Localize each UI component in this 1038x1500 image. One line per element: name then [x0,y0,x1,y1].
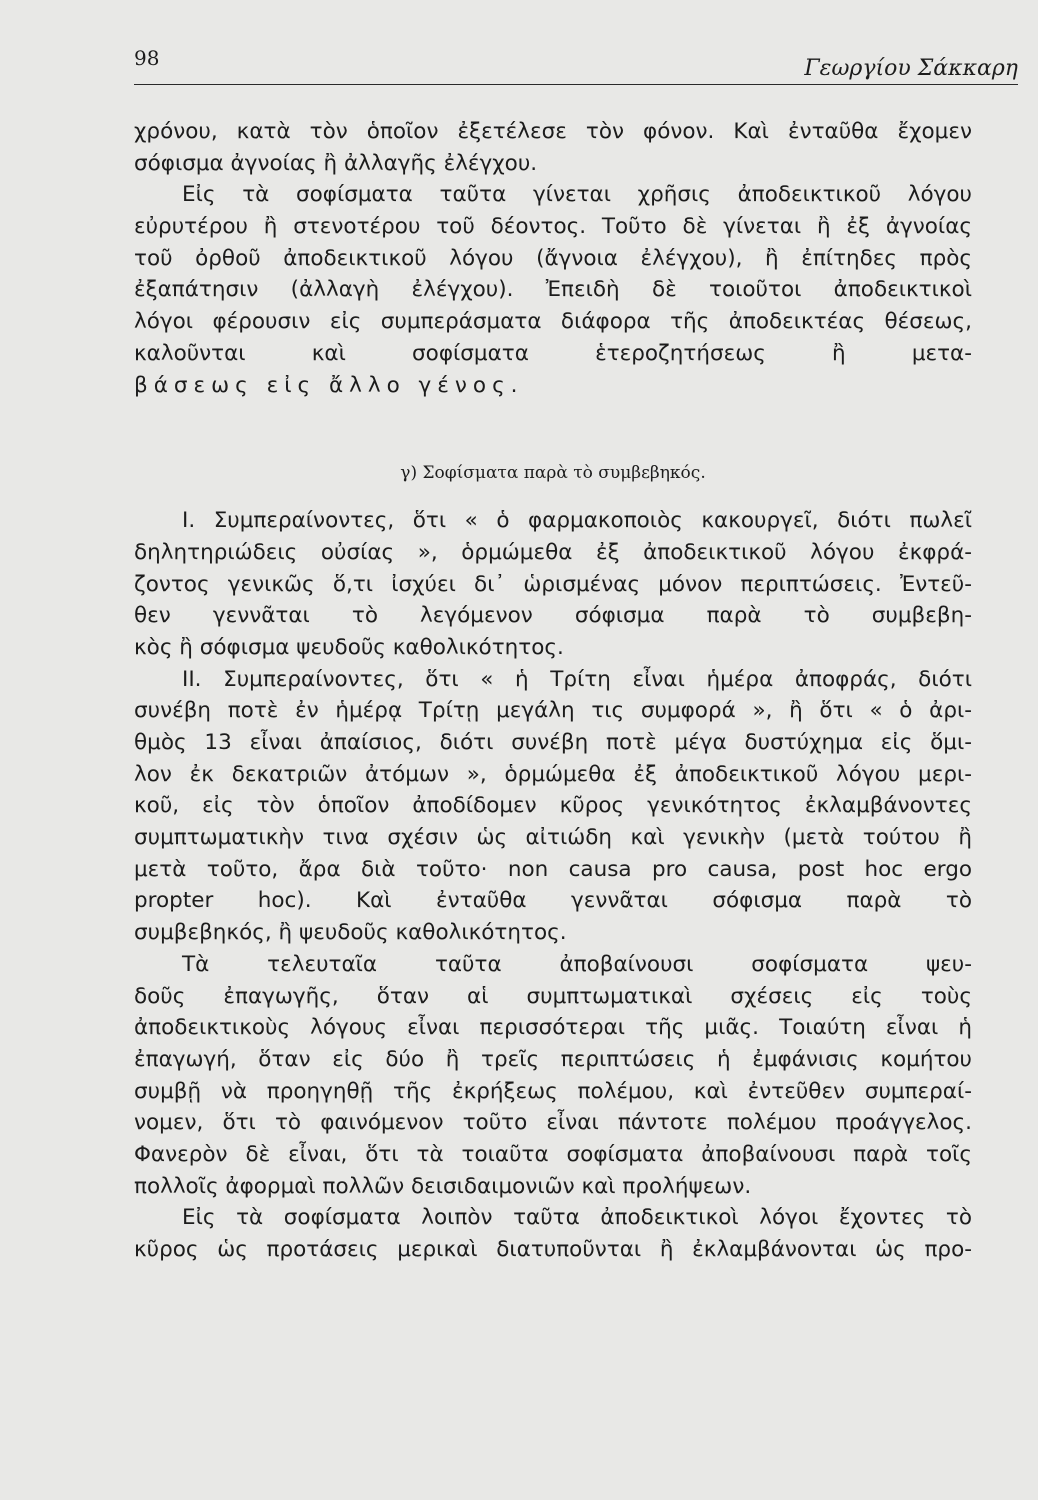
text-line: ἐξαπάτησιν (ἀλλαγὴ ἐλέγχου). Ἐπειδὴ δὲ τοιοῦτοι ἀποδεικτικοὶ [134,277,972,303]
text-line: εὐρυτέρου ἢ στενοτέρου τοῦ δέοντος. Τοῦτο δὲ γίνεται ἢ ἐξ ἀγνοίας [134,214,972,240]
paragraph-2 [134,179,972,401]
text-line: ζοντος γενικῶς ὅ,τι ἰσχύει δι᾽ ὡρισμένας μόνον περιπτώσεις. Ἐντεῦ- [134,571,972,597]
page-header [134,44,1018,85]
text-line: Τὰ τελευταῖα ταῦτα ἀποβαίνουσι σοφίσματα ψευ- [182,951,972,977]
body-text [134,116,972,1266]
page-number: 98 [134,46,160,70]
text-line: πολλοῖς ἀφορμαὶ πολλῶν δεισιδαιμονιῶν καὶ προλήψεων. [134,1173,752,1199]
text-line: propter hoc). Καὶ ἐνταῦθα γεννᾶται σόφισμα παρὰ τὸ [134,888,972,914]
text-line: λόγοι φέρουσιν εἰς συμπεράσματα διάφορα τῆς ἀποδεικτέας θέσεως, [134,309,972,335]
text-line: I. Συμπεραίνοντες, ὅτι « ὁ φαρμακοποιὸς κακουργεῖ, διότι πωλεῖ [182,508,972,534]
text-line: σόφισμα ἀγνοίας ἢ ἀλλαγῆς ἐλέγχου. [134,150,538,176]
text-line: II. Συμπεραίνοντες, ὅτι « ἡ Τρίτη εἶναι ἡμέρα ἀποφράς, διότι [182,666,972,692]
text-line: τοῦ ὀρθοῦ ἀποδεικτικοῦ λόγου (ἄγνοια ἐλέγχου), ἢ ἐπίτηδες πρὸς [134,245,972,271]
paragraph-1 [134,116,972,179]
text-line: ἐπαγωγή, ὅταν εἰς δύο ἢ τρεῖς περιπτώσεις ἡ ἐμφάνισις κομήτου [134,1046,972,1072]
text-line: συνέβη ποτὲ ἐν ἡμέρᾳ Τρίτῃ μεγάλη τις συμφορά », ἢ ὅτι « ὁ ἀρι- [134,698,972,724]
text-line: συμβῇ νὰ προηγηθῇ τῆς ἐκρήξεως πολέμου, καὶ ἐντεῦθεν συμπεραί- [134,1078,972,1104]
text-line: νομεν, ὅτι τὸ φαινόμενον τοῦτο εἶναι πάντοτε πολέμου προάγγελος. [134,1110,972,1136]
spacer [134,401,972,441]
text-line: θμὸς 13 εἶναι ἀπαίσιος, διότι συνέβη ποτὲ μέγα δυστύχημα εἰς ὅμι- [134,730,972,755]
paragraph-5 [134,949,972,1203]
text-line: ἀποδεικτικοὺς λόγους εἶναι περισσότεραι τῆς μιᾶς. Τοιαύτη εἶναι ἡ [134,1015,972,1041]
text-line: βάσεως εἰς ἄλλο γένος. [134,372,524,398]
text-line: δοῦς ἐπαγωγῆς, ὅταν αἱ συμπτωματικαὶ σχέσεις εἰς τοὺς [134,983,972,1009]
text-line: λον ἐκ δεκατριῶν ἀτόμων », ὁρμώμεθα ἐξ ἀποδεικτικοῦ λόγου μερι- [134,761,972,787]
text-line: μετὰ τοῦτο, ἄρα διὰ τοῦτο· non causa pro causa, post hoc ergo [134,856,972,882]
text-line: κὸς ἢ σόφισμα ψευδοῦς καθολικότητος. [134,634,564,660]
paragraph-3 [134,505,972,663]
text-line: δηλητηριώδεις οὐσίας », ὁρμώμεθα ἐξ ἀποδεικτικοῦ λόγου ἐκφρά- [134,539,972,565]
text-line: κῦρος ὡς προτάσεις μερικαὶ διατυποῦνται ἢ ἐκλαμβάνονται ὡς προ- [134,1237,972,1262]
text-line: θεν γεννᾶται τὸ λεγόμενον σόφισμα παρὰ τὸ συμβεβη- [134,603,972,629]
text-line: συμβεβηκός, ἢ ψευδοῦς καθολικότητος. [134,920,567,946]
paragraph-6 [134,1202,972,1265]
text-line: κοῦ, εἰς τὸν ὁποῖον ἀποδίδομεν κῦρος γενικότητος ἐκλαμβάνοντες [134,793,972,819]
text-line: συμπτωματικὴν τινα σχέσιν ὡς αἰτιώδη καὶ γενικὴν (μετὰ τούτου ἢ [134,825,972,851]
text-line: καλοῦνται καὶ σοφίσματα ἑτεροζητήσεως ἢ μετα- [134,340,972,366]
text-line: Εἰς τὰ σοφίσματα λοιπὸν ταῦτα ἀποδεικτικοὶ λόγοι ἔχοντες τὸ [182,1205,972,1231]
running-head: Γεωργίου Σάκκαρη [804,56,1018,81]
section-heading: γ) Σοφίσματα παρὰ τὸ συμβεβηκός. [400,463,706,484]
text-line: Εἰς τὰ σοφίσματα ταῦτα γίνεται χρῆσις ἀποδεικτικοῦ λόγου [182,182,972,208]
text-line: χρόνου, κατὰ τὸν ὁποῖον ἐξετέλεσε τὸν φόνον. Καὶ ἐνταῦθα ἔχομεν [134,119,972,144]
paragraph-4 [134,664,972,949]
text-line: Φανερὸν δὲ εἶναι, ὅτι τὰ τοιαῦτα σοφίσματα ἀποβαίνουσι παρὰ τοῖς [134,1141,972,1167]
